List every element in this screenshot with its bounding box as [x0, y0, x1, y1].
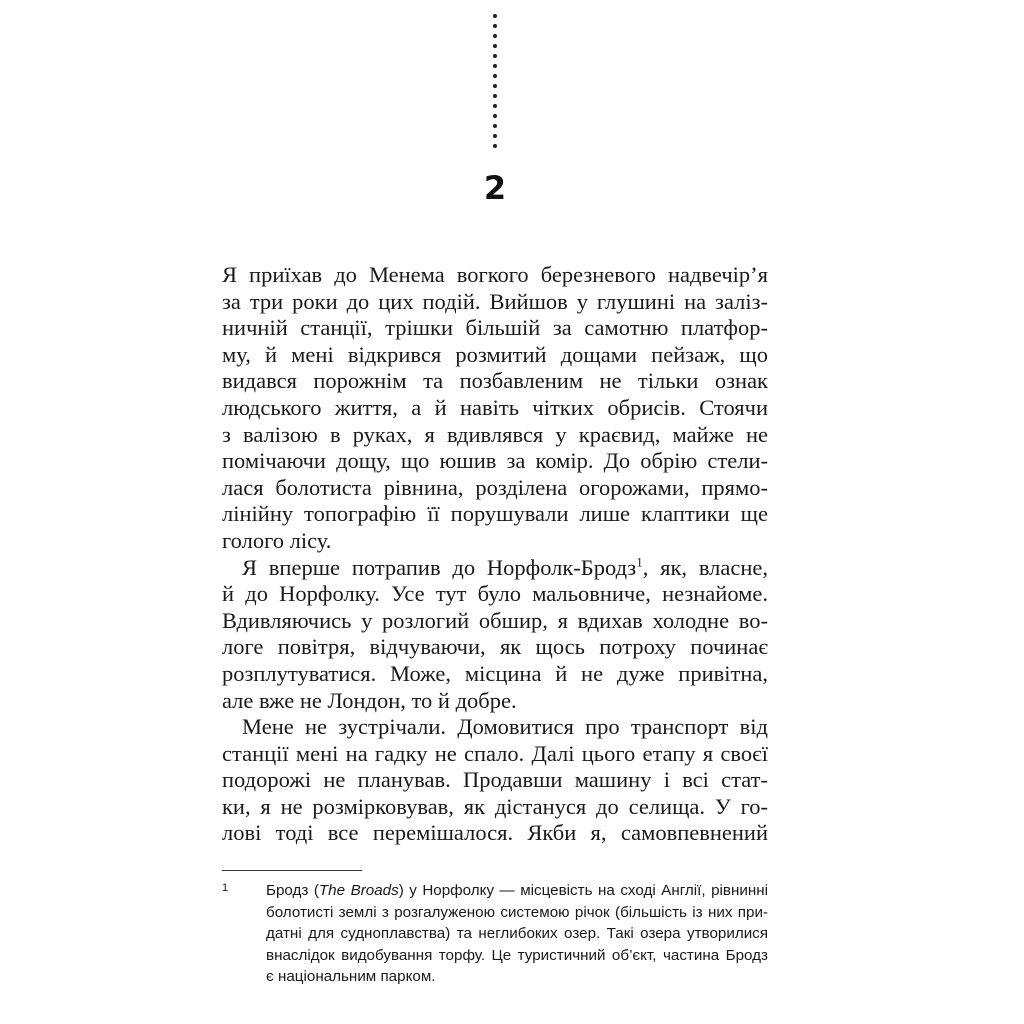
paragraph — [222, 555, 768, 715]
chapter-number: 2 — [483, 169, 507, 207]
text-line: лінійну топографію її порушували лише клаптики ще — [222, 501, 768, 527]
footnote-line: болотисті землі з розгалуженою системою річок (більшість із них при- — [266, 903, 768, 921]
text-line: подорожі не планував. Продавши машину і всі стат- — [222, 767, 768, 793]
ornament-dot — [493, 14, 497, 18]
text-fragment: ) у Норфолку — місцевість на сході Англії, рівнинні — [398, 882, 768, 899]
footnote — [222, 880, 768, 988]
text-line: голого лісу. — [222, 527, 332, 553]
ornament-dot — [493, 144, 497, 148]
text-line: станції мені на гадку не спало. Далі цього етапу я своєї — [222, 740, 768, 766]
text-line: розплутуватися. Може, місцина й не дуже привітна, — [222, 660, 768, 686]
text-line: му, й мені відкрився розмитий дощами пейзаж, що — [222, 341, 768, 367]
chapter-ornament-dots — [493, 14, 497, 154]
footnote-line — [244, 880, 768, 902]
text-line: видався порожнім та позбавленим не тільки ознак — [222, 368, 768, 394]
text-fragment: Бродз ( — [266, 882, 319, 899]
text-fragment: , як, власне, — [642, 554, 768, 580]
ornament-dot — [493, 104, 497, 108]
text-line: логе повітря, відчуваючи, як щось потроху починає — [222, 634, 768, 660]
paragraph — [222, 262, 768, 555]
footnote-marker: 1 — [222, 882, 229, 894]
text-line: ничній станції, трішки більшій за самотню платфор- — [222, 315, 768, 341]
paragraph — [222, 714, 768, 847]
text-line: але вже не Лондон, то й добре. — [222, 687, 517, 713]
text-line: лові тоді все перемішалося. Якби я, самовпевнений — [222, 820, 768, 846]
ornament-dot — [493, 54, 497, 58]
text-line: ки, я не розмірковував, як дістануся до селища. У го- — [222, 793, 768, 819]
footnote-italic-term: The Broads — [318, 882, 399, 899]
text-line — [222, 555, 768, 582]
ornament-dot — [493, 44, 497, 48]
footnote-divider — [222, 870, 362, 871]
ornament-dot — [493, 134, 497, 138]
footnote-line: датні для судноплавства) та неглибоких озер. Такі озера утворилися — [266, 925, 768, 942]
ornament-dot — [493, 64, 497, 68]
ornament-dot — [493, 74, 497, 78]
ornament-dot — [493, 124, 497, 128]
text-line: лася болотиста рівнина, розділена огорожами, прямо- — [222, 474, 768, 500]
text-line: Мене не зустрічали. Домовитися про транспорт від — [242, 714, 768, 740]
text-line: й до Норфолку. Усе тут було мальовниче, незнайоме. — [222, 581, 768, 607]
ornament-dot — [493, 84, 497, 88]
text-line: помічаючи дощу, що юшив за комір. До обрію стели- — [222, 448, 768, 474]
text-line: Я приїхав до Менема вогкого березневого надвечір’я — [222, 262, 768, 287]
text-line: людського життя, а й навіть чітких обрисів. Стоячи — [222, 394, 768, 420]
text-line: за три роки до цих подій. Вийшов у глушині на заліз- — [222, 288, 768, 314]
ornament-dot — [493, 114, 497, 118]
footnote-line: є національним парком. — [266, 968, 436, 985]
body-text — [222, 262, 768, 847]
text-line: Вдивляючись у розлогий обшир, я вдихав холодне во- — [222, 607, 768, 633]
text-line: з валізою в руках, я вдивлявся у краєвид, майже не — [222, 421, 768, 447]
footnote-reference[interactable]: 1 — [636, 554, 643, 570]
text-fragment: Я вперше потрапив до Норфолк-Бродз — [242, 554, 637, 580]
footnote-body — [244, 880, 768, 988]
ornament-dot — [493, 24, 497, 28]
ornament-dot — [493, 34, 497, 38]
footnote-line: внаслідок видобування торфу. Це туристичний об’єкт, частина Бродз — [266, 946, 768, 964]
ornament-dot — [493, 94, 497, 98]
